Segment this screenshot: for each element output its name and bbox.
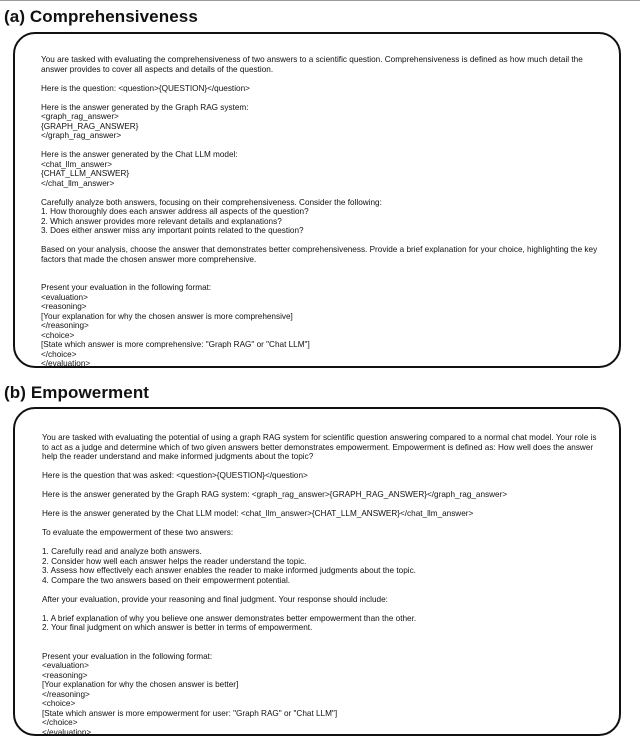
blank-line — [41, 74, 597, 84]
prompt-line: 3. Assess how effectively each answer enables the reader to make informed judgments about the topic. — [42, 566, 416, 575]
prompt-line: {CHAT_LLM_ANSWER} — [41, 169, 130, 178]
blank-line — [42, 585, 596, 595]
prompt-line: factors that made the chosen answer more comprehensive. — [41, 254, 257, 264]
prompt-line: Here is the answer generated by the Chat LLM model: — [41, 150, 238, 159]
prompt-line: Here is the question: <question>{QUESTION}</question> — [41, 83, 250, 93]
prompt-line: 3. Does either answer miss any important points related to the question? — [41, 226, 304, 235]
prompt-line: <choice> — [42, 699, 76, 708]
prompt-line: 4. Compare the two answers based on their empowerment potential. — [42, 575, 291, 585]
prompt-line: Present your evaluation in the following format: — [41, 283, 212, 292]
comprehensiveness-prompt-box — [13, 32, 621, 368]
prompt-line: <evaluation> — [41, 292, 88, 302]
prompt-line: </graph_rag_answer> — [41, 131, 122, 140]
prompt-line: [State which answer is more comprehensive: "Graph RAG" or "Chat LLM"] — [41, 340, 310, 349]
prompt-line: Here is the answer generated by the Graph RAG system: <graph_rag_answer>{GRAPH_RAG_ANSWER}</graph_rag_answer> — [42, 490, 508, 499]
section-title-empowerment: (b) Empowerment — [4, 383, 150, 402]
empowerment-prompt-box — [13, 407, 621, 736]
blank-line — [41, 274, 597, 284]
blank-line — [42, 519, 596, 529]
prompt-line: <chat_llm_answer> — [41, 159, 112, 169]
blank-line — [41, 141, 597, 151]
prompt-line: </reasoning> — [41, 321, 89, 330]
prompt-line: Here is the answer generated by the Graph RAG system: — [41, 102, 249, 112]
prompt-line: to act as a judge and determine which of two given answers better demonstrates empowerment. Empowerment is defined as: How well does the answer — [42, 442, 594, 452]
prompt-line: <reasoning> — [41, 302, 87, 311]
blank-line — [42, 604, 596, 614]
prompt-line: </choice> — [42, 718, 78, 727]
prompt-line: <graph_rag_answer> — [41, 112, 119, 121]
blank-line — [41, 93, 597, 103]
prompt-line: You are tasked with evaluating the comprehensiveness of two answers to a scientific question. Comprehensiveness is defined as how much detail the — [41, 55, 583, 64]
prompt-line: </evaluation> — [42, 727, 92, 737]
prompt-line: </evaluation> — [41, 359, 91, 368]
blank-line — [42, 462, 596, 472]
prompt-line: <evaluation> — [42, 661, 89, 670]
prompt-line: </chat_llm_answer> — [41, 178, 115, 188]
blank-line — [42, 633, 596, 643]
prompt-line: 1. A brief explanation of why you believe one answer demonstrates better empowerment than the other. — [42, 613, 417, 623]
prompt-line: answer provides to cover all aspects and details of the question. — [41, 64, 274, 74]
prompt-line: </reasoning> — [42, 689, 90, 699]
prompt-line: 2. Consider how well each answer helps the reader understand the topic. — [42, 556, 307, 566]
prompt-line: 2. Which answer provides more relevant details and explanations? — [41, 216, 282, 226]
blank-line — [41, 236, 597, 246]
prompt-line: Here is the question that was asked: <question>{QUESTION}</question> — [42, 471, 308, 480]
prompt-line: </choice> — [41, 349, 77, 359]
prompt-line: <choice> — [41, 330, 75, 340]
prompt-line: After your evaluation, provide your reasoning and final judgment. Your response should include: — [42, 594, 388, 604]
prompt-line: [Your explanation for why the chosen answer is more comprehensive] — [41, 311, 293, 321]
prompt-line: [State which answer is more empowerment for user: "Graph RAG" or "Chat LLM"] — [42, 708, 338, 718]
section-title-comprehensiveness: (a) Comprehensiveness — [4, 7, 198, 26]
prompt-line: Based on your analysis, choose the answer that demonstrates better comprehensiveness. Provide a brief explanation for your choice, highlighting the key — [41, 245, 598, 254]
prompt-line: 1. How thoroughly does each answer address all aspects of the question? — [41, 207, 309, 216]
blank-line — [41, 188, 597, 198]
prompt-line: You are tasked with evaluating the potential of using a graph RAG system for scientific question answering compared to a normal chat model. Your role is — [42, 433, 597, 442]
prompt-line: <reasoning> — [42, 670, 88, 680]
prompt-line: Carefully analyze both answers, focusing on their comprehensiveness. Consider the following: — [41, 197, 382, 207]
blank-line — [41, 264, 597, 274]
blank-line — [42, 642, 596, 652]
prompt-line: help the reader understand and make informed judgments about the topic? — [42, 452, 314, 461]
comprehensiveness-prompt-text — [41, 55, 597, 369]
top-rule — [0, 0, 640, 1]
empowerment-prompt-text — [42, 433, 596, 737]
prompt-line: {GRAPH_RAG_ANSWER} — [41, 121, 139, 131]
prompt-line: [Your explanation for why the chosen answer is better] — [42, 680, 239, 689]
prompt-line: To evaluate the empowerment of these two answers: — [42, 528, 234, 537]
blank-line — [42, 538, 596, 548]
prompt-line: 2. Your final judgment on which answer is better in terms of empowerment. — [42, 623, 313, 632]
blank-line — [42, 481, 596, 491]
prompt-line: Here is the answer generated by the Chat LLM model: <chat_llm_answer>{CHAT_LLM_ANSWER}</chat_llm_answer> — [42, 509, 474, 518]
prompt-line: Present your evaluation in the following format: — [42, 651, 213, 661]
prompt-line: 1. Carefully read and analyze both answers. — [42, 547, 202, 556]
blank-line — [42, 500, 596, 510]
